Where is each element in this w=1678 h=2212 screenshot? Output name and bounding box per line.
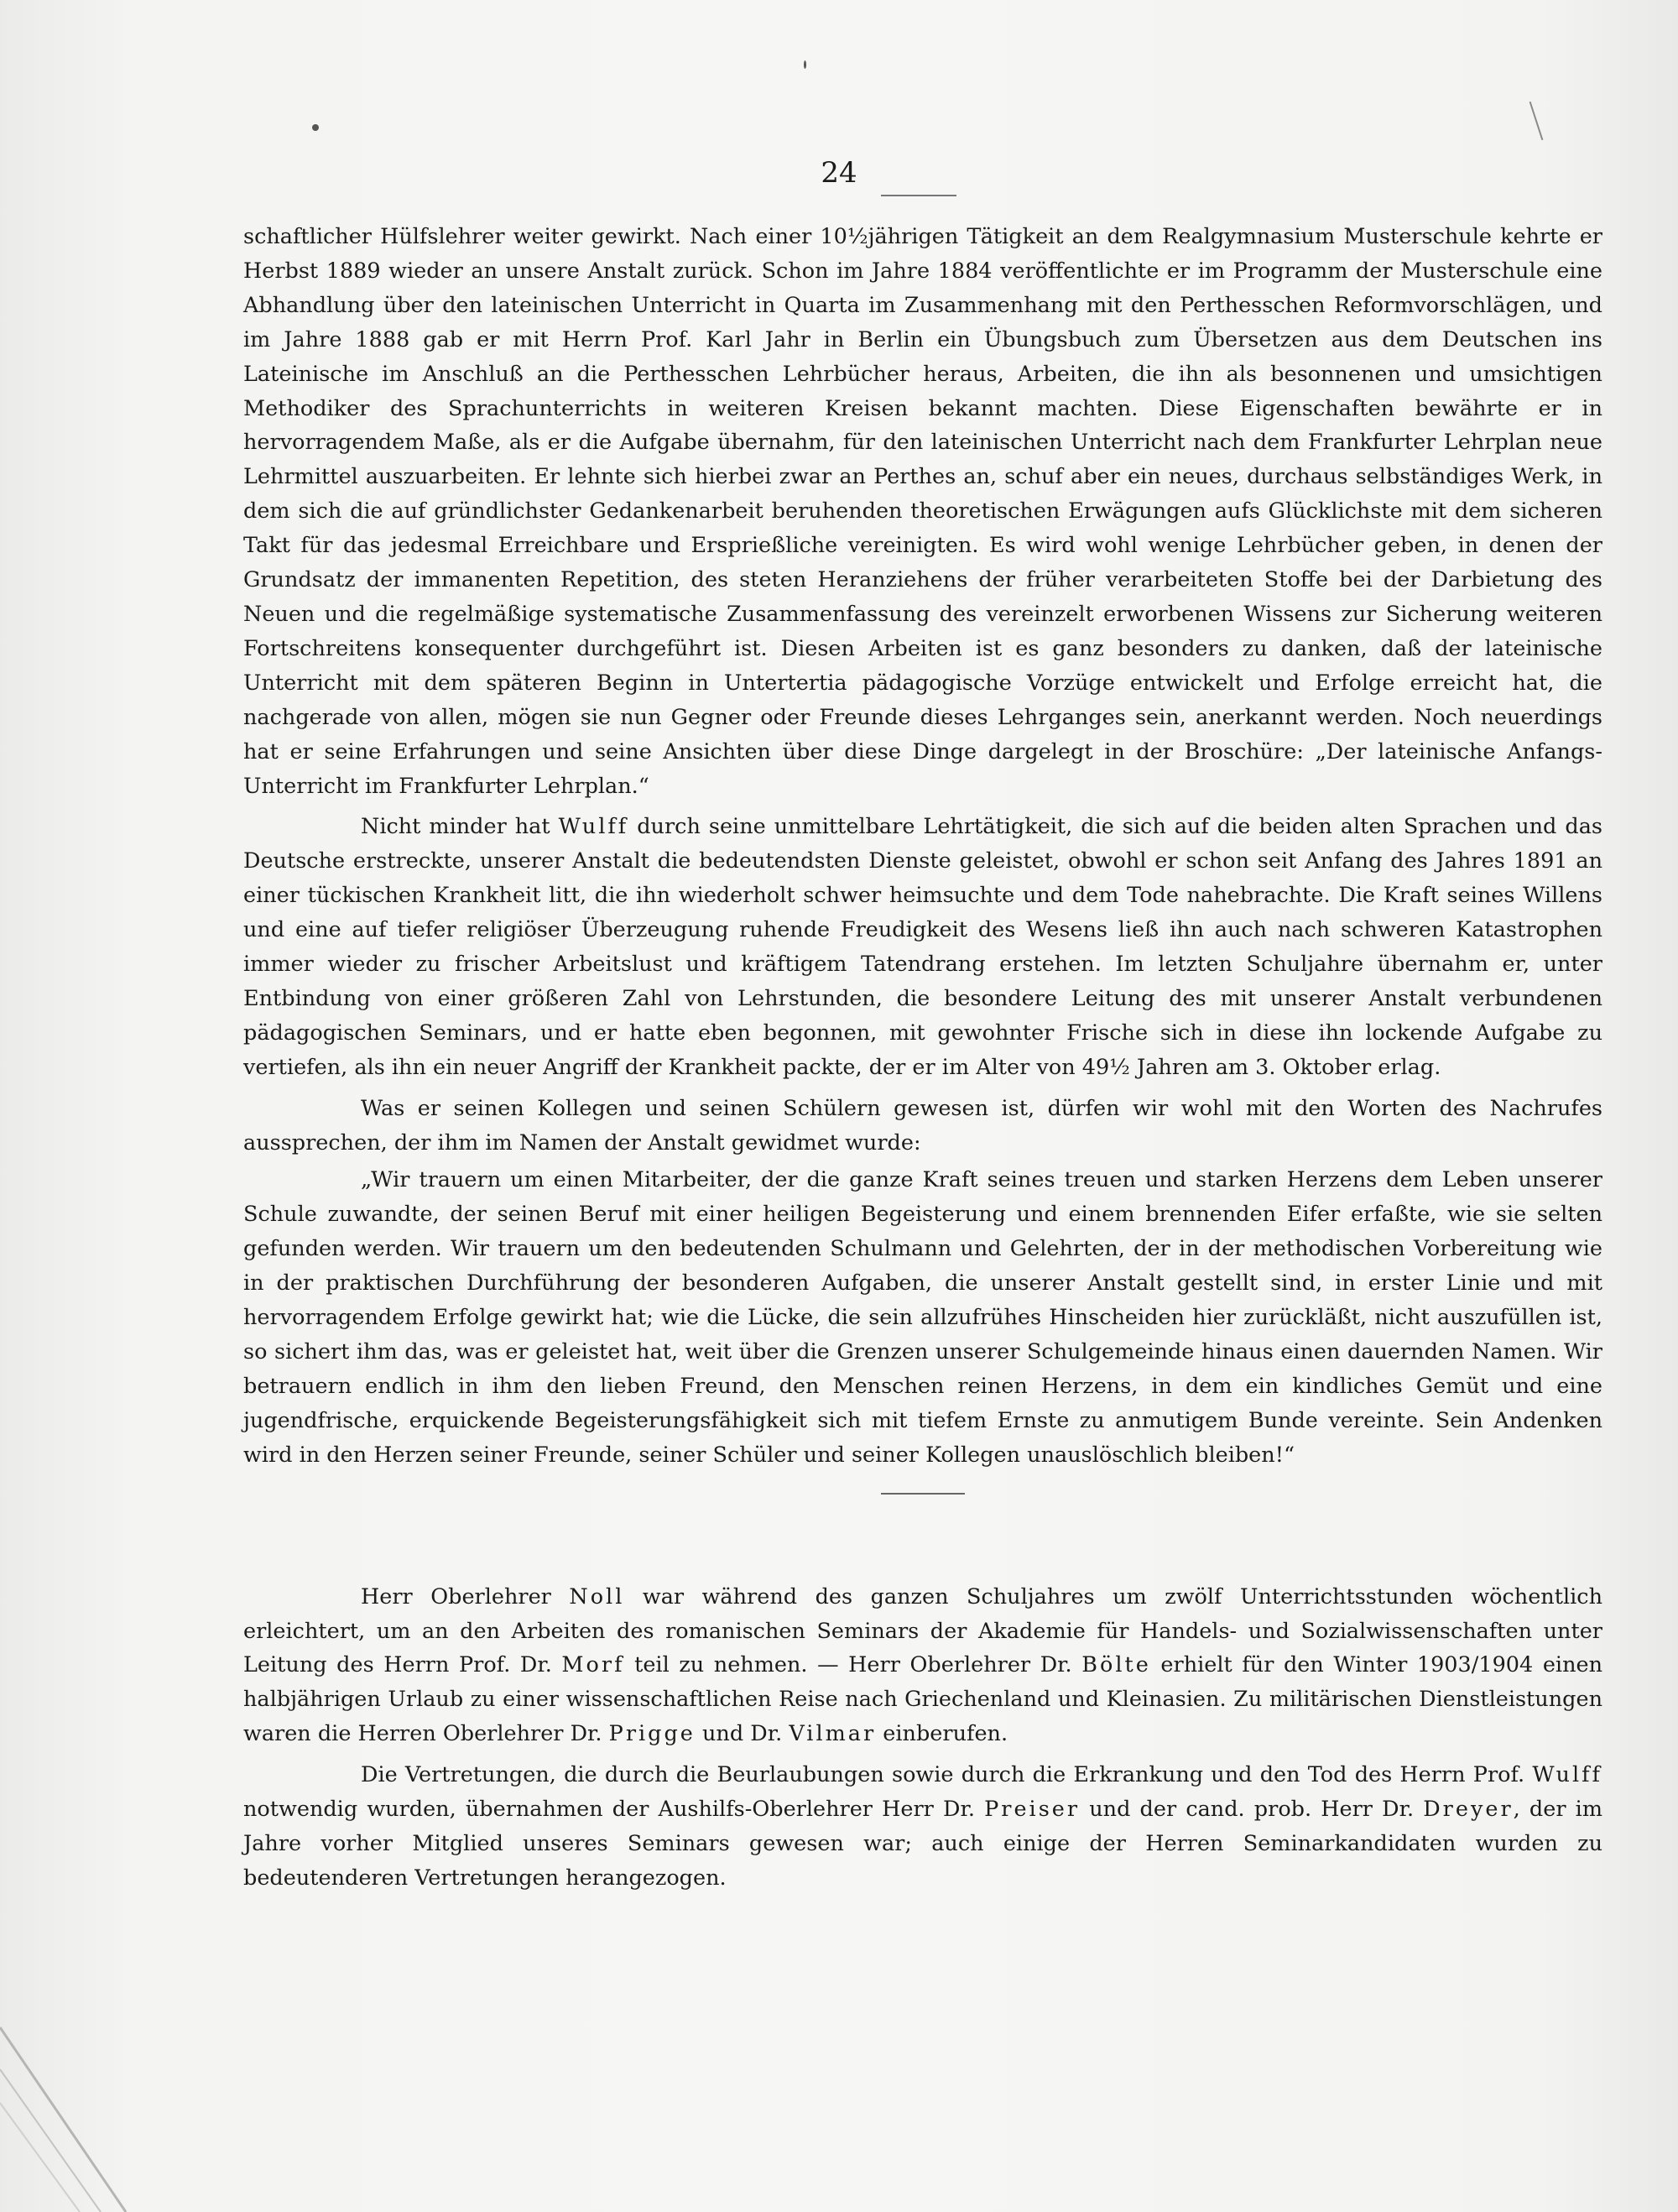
page-number-rule: [881, 195, 956, 196]
page-body: [243, 220, 1602, 1896]
text-run: schaftlicher Hülfslehrer weiter gewirkt. Nach einer 10½jährigen Tätigkeit an dem Realgymnasium Musterschule kehrte er Herbst 1889 wieder an unsere Anstalt zurück. Schon im Jahre 1884 veröffentlichte er im Programm der Musterschule eine Abhandlung über den lateinischen Unterricht in Quarta im Zusammenhang mit den Perthesschen Reformvorschlägen, und im Jahre 1888 gab er mit Herrn Prof. Karl Jahr in Berlin ein Übungsbuch zum Übersetzen aus dem Deutschen ins Lateinische im Anschluß an die Perthesschen Lehrbücher heraus, Arbeiten, die ihn als besonnenen und umsichtigen Methodiker des Sprachunterrichts in weiteren Kreisen bekannt machten. Diese Eigenschaften bewährte er in hervorragendem Maße, als er die Aufgabe übernahm, für den lateinischen Unterricht nach dem Frankfurter Lehrplan neue Lehrmittel auszuarbeiten. Er lehnte sich hierbei zwar an Perthes an, schuf aber ein neues, durchaus selbständiges Werk, in dem sich die auf gründlichster Gedankenarbeit beruhenden theoretischen Erwägungen aufs Glücklichste mit dem sicheren Takt für das jedesmal Erreichbare und Ersprießliche vereinigten. Es wird wohl wenige Lehrbücher geben, in denen der Grundsatz der immanenten Repetition, des steten Heranziehens der früher verarbeiteten Stoffe bei der Darbietung des Neuen und die regelmäßige systematische Zusammenfassung des vereinzelt erworbenen Wissens zur Sicherung weiteren Fortschreitens konsequenter durchgeführt ist. Diesen Arbeiten ist es ganz besonders zu danken, daß der lateinische Unterricht mit dem späteren Beginn in Untertertia pädagogische Vorzüge entwickelt und Erfolge erreicht hat, die nachgerade von allen, mögen sie nun Gegner oder Freunde dieses Lehrganges sein, anerkannt werden. Noch neuerdings hat er seine Erfahrungen und seine Ansichten über diese Dinge dargelegt in der Broschüre: „Der lateinische Anfangs-Unterricht im Frankfurter Lehrplan.“: [243, 224, 1602, 799]
paragraph: [243, 1092, 1602, 1161]
spaced-name: Wulff: [1532, 1762, 1602, 1788]
text-run: durch seine unmittelbare Lehrtätigkeit, die sich auf die beiden alten Sprachen und das Deutsche erstreckte, unserer Anstalt die bedeutendsten Dienste geleistet, obwohl er schon seit Anfang des Jahres 1891 an einer tückischen Krankheit litt, die ihn wiederholt schwer heimsuchte und dem Tode nahebrachte. Die Kraft seines Willens und eine auf tiefer religiöser Überzeugung ruhende Freudigkeit des Wesens ließ ihn auch nach schweren Katastrophen immer wieder zu frischer Arbeitslust und kräftigem Tatendrang erstehen. Im letzten Schuljahre übernahm er, unter Entbindung von einer größeren Zahl von Lehrstunden, die besondere Leitung des mit unserer Anstalt verbundenen pädagogischen Seminars, und er hatte eben begonnen, mit gewohnter Frische sich in diese ihn lockende Aufgabe zu vertiefen, als ihn ein neuer Angriff der Krankheit packte, der er im Alter von 49½ Jahren am 3. Oktober erlag.: [243, 814, 1602, 1080]
spaced-name: Noll: [569, 1583, 625, 1609]
text-run: notwendig wurden, übernahmen der Aushilfs-Oberlehrer Herr Dr.: [243, 1797, 985, 1823]
section-separator: [881, 1493, 965, 1495]
spaced-name: Morf: [561, 1652, 625, 1678]
spaced-name: Preiser: [984, 1797, 1081, 1823]
page-number: 24: [821, 156, 857, 190]
spaced-name: Dreyer: [1423, 1797, 1514, 1823]
paragraph: [243, 1580, 1602, 1752]
spaced-name: Bölte: [1081, 1652, 1151, 1678]
scan-speck: [312, 124, 319, 131]
text-run: einberufen.: [876, 1721, 1008, 1747]
paragraph: [243, 810, 1602, 1084]
text-run: erhielt für den Winter 1903/1904 einen halbjährigen Urlaub zu einer wissenschaftlichen Reise nach Griechenland und Kleinasien. Zu militärischen Dienstleistungen waren die Herren Oberlehrer Dr.: [243, 1652, 1603, 1747]
paragraph: [243, 220, 1602, 803]
text-run: war während des ganzen Schuljahres um zwölf Unterrichtsstunden wöchentlich erleichtert, um an den Arbeiten des romanischen Seminars der Akademie für Handels- und Sozialwissenschaften unter Leitung des Herrn Prof. Dr.: [243, 1583, 1602, 1678]
text-run: Herr Oberlehrer: [361, 1583, 570, 1609]
spaced-name: Vilmar: [789, 1721, 877, 1747]
spaced-name: Wulff: [558, 814, 629, 840]
text-run: und der cand. prob. Herr Dr.: [1080, 1797, 1424, 1823]
text-run: „Wir trauern um einen Mitarbeiter, der die ganze Kraft seines treuen und starken Herzens dem Leben unserer Schule zuwandte, der seinen Beruf mit einer heiligen Begeisterung und einem brennenden Eifer erfaßte, wie sie selten gefunden werden. Wir trauern um den bedeutenden Schulmann und Gelehrten, der in der methodischen Vorbereitung wie in der praktischen Durchführung der besonderen Aufgaben, die unserer Anstalt gestellt sind, in erster Linie und mit hervorragendem Erfolge gewirkt hat; wie die Lücke, die sein allzufrühes Hinscheiden hier zurückläßt, nicht auszufüllen ist, so sichert ihm das, was er geleistet hat, weit über die Grenzen unserer Schulgemeinde hinaus einen dauernden Namen. Wir betrauern endlich in ihm den lieben Freund, den Menschen reinen Herzens, in dem ein kindliches Gemüt und eine jugendfrische, erquickende Begeisterungsfähigkeit sich mit tiefem Ernste zu anmutigem Bunde vereinte. Sein Andenken wird in den Herzen seiner Freunde, seiner Schüler und seiner Kollegen unauslöschlich bleiben!“: [243, 1167, 1602, 1468]
obituary-quote: [243, 1163, 1602, 1472]
text-run: und Dr.: [695, 1721, 789, 1747]
text-run: , der im Jahre vorher Mitglied unseres Seminars gewesen war; auch einige der Herren Seminarkandidaten wurden zu bedeutenderen Vertretungen herangezogen.: [243, 1797, 1602, 1891]
scan-crease: [1529, 102, 1544, 140]
paragraph: [243, 1758, 1602, 1896]
text-run: Die Vertretungen, die durch die Beurlaubungen sowie durch die Erkrankung und den Tod des Herrn Prof.: [361, 1762, 1533, 1788]
text-run: Nicht minder hat: [361, 814, 559, 840]
text-run: Was er seinen Kollegen und seinen Schülern gewesen ist, dürfen wir wohl mit den Worten des Nachrufes aussprechen, der ihm im Namen der Anstalt gewidmet wurde:: [243, 1095, 1602, 1156]
text-run: teil zu nehmen. — Herr Oberlehrer Dr.: [624, 1652, 1082, 1678]
scan-corner-shadow: [0, 1994, 252, 2212]
scan-speck: [804, 60, 806, 69]
spaced-name: Prigge: [608, 1721, 696, 1747]
